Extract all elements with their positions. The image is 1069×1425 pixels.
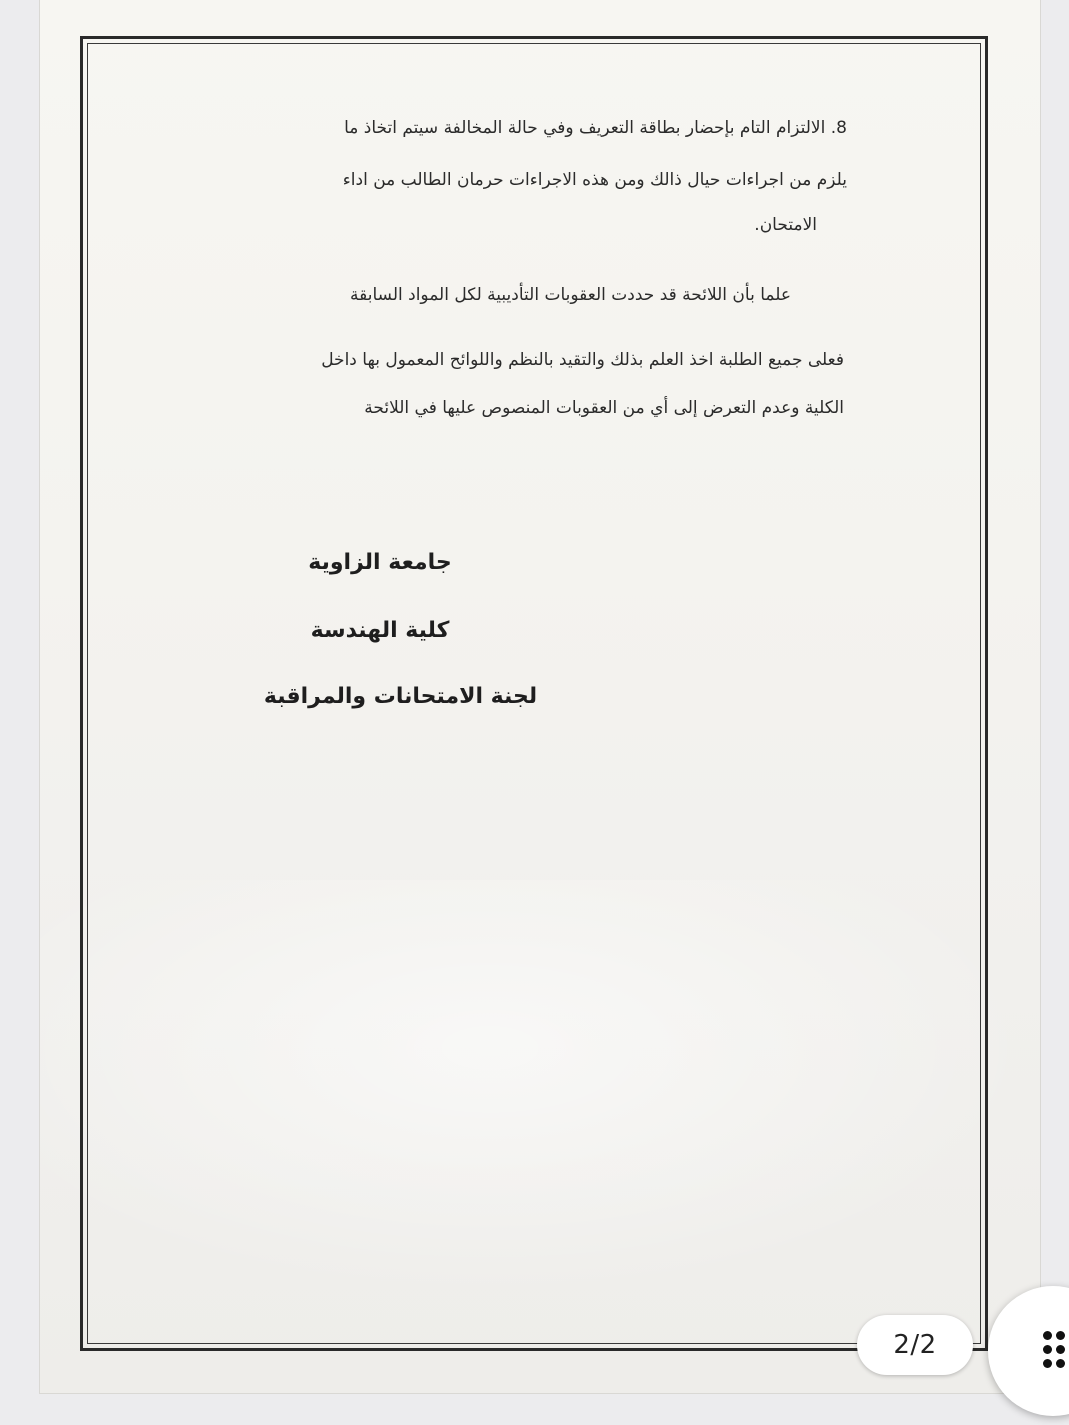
paragraph-8-line-1: 8. الالتزام التام بإحضار بطاقة التعريف وفي حالة المخالفة سيتم اتخاذ ما	[344, 118, 847, 138]
faculty-name: كلية الهندسة	[310, 618, 450, 643]
university-name: جامعة الزاوية	[308, 550, 452, 575]
paragraph-8-line-3: الامتحان.	[754, 215, 817, 235]
grid-dots-icon[interactable]	[1043, 1331, 1069, 1371]
page-indicator: 2/2	[857, 1315, 973, 1375]
instruction-line-2: الكلية وعدم التعرض إلى أي من العقوبات المنصوص عليها في اللائحة	[364, 398, 844, 418]
note-line: علما بأن اللائحة قد حددت العقوبات التأديبية لكل المواد السابقة	[350, 285, 791, 305]
committee-name: لجنة الامتحانات والمراقبة	[263, 684, 538, 709]
instruction-line-1: فعلى جميع الطلبة اخذ العلم بذلك والتقيد بالنظم واللوائح المعمول بها داخل	[321, 350, 844, 370]
paragraph-8-line-2: يلزم من اجراءات حيال ذالك ومن هذه الاجراءات حرمان الطالب من اداء	[342, 170, 847, 190]
